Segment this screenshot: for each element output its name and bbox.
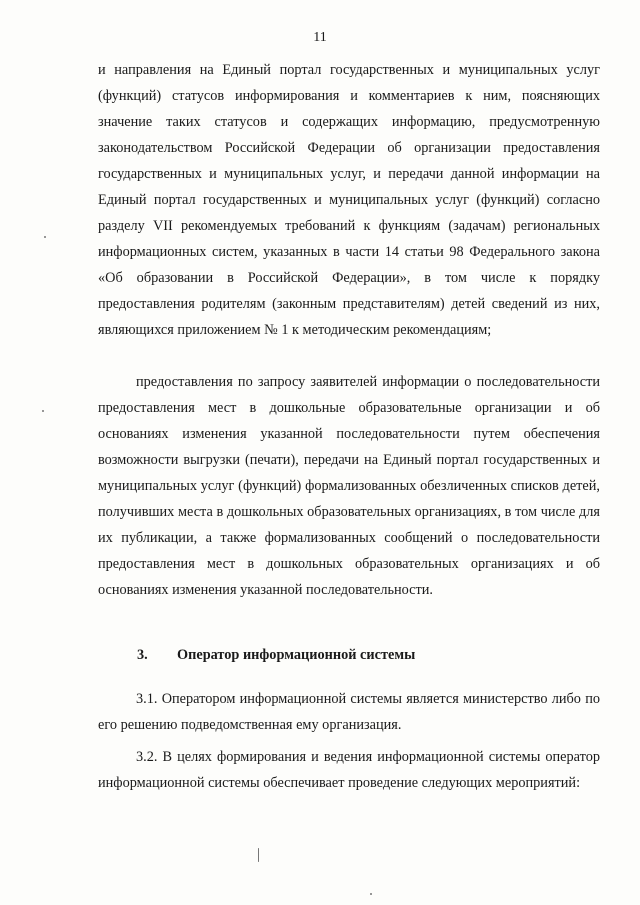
section-title: Оператор информационной системы bbox=[177, 647, 416, 663]
scan-speck bbox=[42, 410, 44, 412]
scan-speck bbox=[44, 236, 46, 238]
scan-speck bbox=[370, 893, 372, 895]
subsection-3-2: 3.2. В целях формирования и ведения информационной системы оператор информационной системы обеспечивает проведение следующих мероприятий: bbox=[98, 749, 600, 791]
section-heading bbox=[137, 647, 415, 664]
section-number: 3. bbox=[137, 647, 148, 663]
scan-speck bbox=[258, 848, 259, 862]
paragraph-portal-statuses: и направления на Единый портал государственных и муниципальных услуг (функций) статусов информирования и комментариев к ним, поясняющих значение таких статусов и содержащих информацию, предусмотренную законодательством Российской Федерации об организации предоставления государственных и муниципальных услуг, и передачи данной информации на Единый портал государственных и муниципальных услуг (функций) согласно разделу VII рекомендуемых требований к функциям (задачам) региональных информационных систем, указанных в части 14 статьи 98 Федерального закона «Об образовании в Российской Федерации», в том числе к порядку предоставления родителям (законным представителям) детей сведений из них, являющихся приложением № 1 к методическим рекомендациям; bbox=[98, 62, 600, 338]
paragraph-queue-information: предоставления по запросу заявителей информации о последовательности предоставления мест в дошкольные образовательные организации и об основаниях изменения указанной последовательности путем обеспечения возможности выгрузки (печати), передачи на Единый портал государственных и муниципальных услуг (функций) формализованных обезличенных списков детей, получивших места в дошкольных образовательных организациях, в том числе для их публикации, а также формализованных сообщений о последовательности предоставления мест в дошкольных образовательных организациях и об основаниях изменения указанной последовательности. bbox=[98, 374, 600, 598]
page-number: 11 bbox=[313, 30, 327, 45]
subsection-3-1: 3.1. Оператором информационной системы является министерство либо по его решению подведомственная ему организация. bbox=[98, 691, 600, 733]
